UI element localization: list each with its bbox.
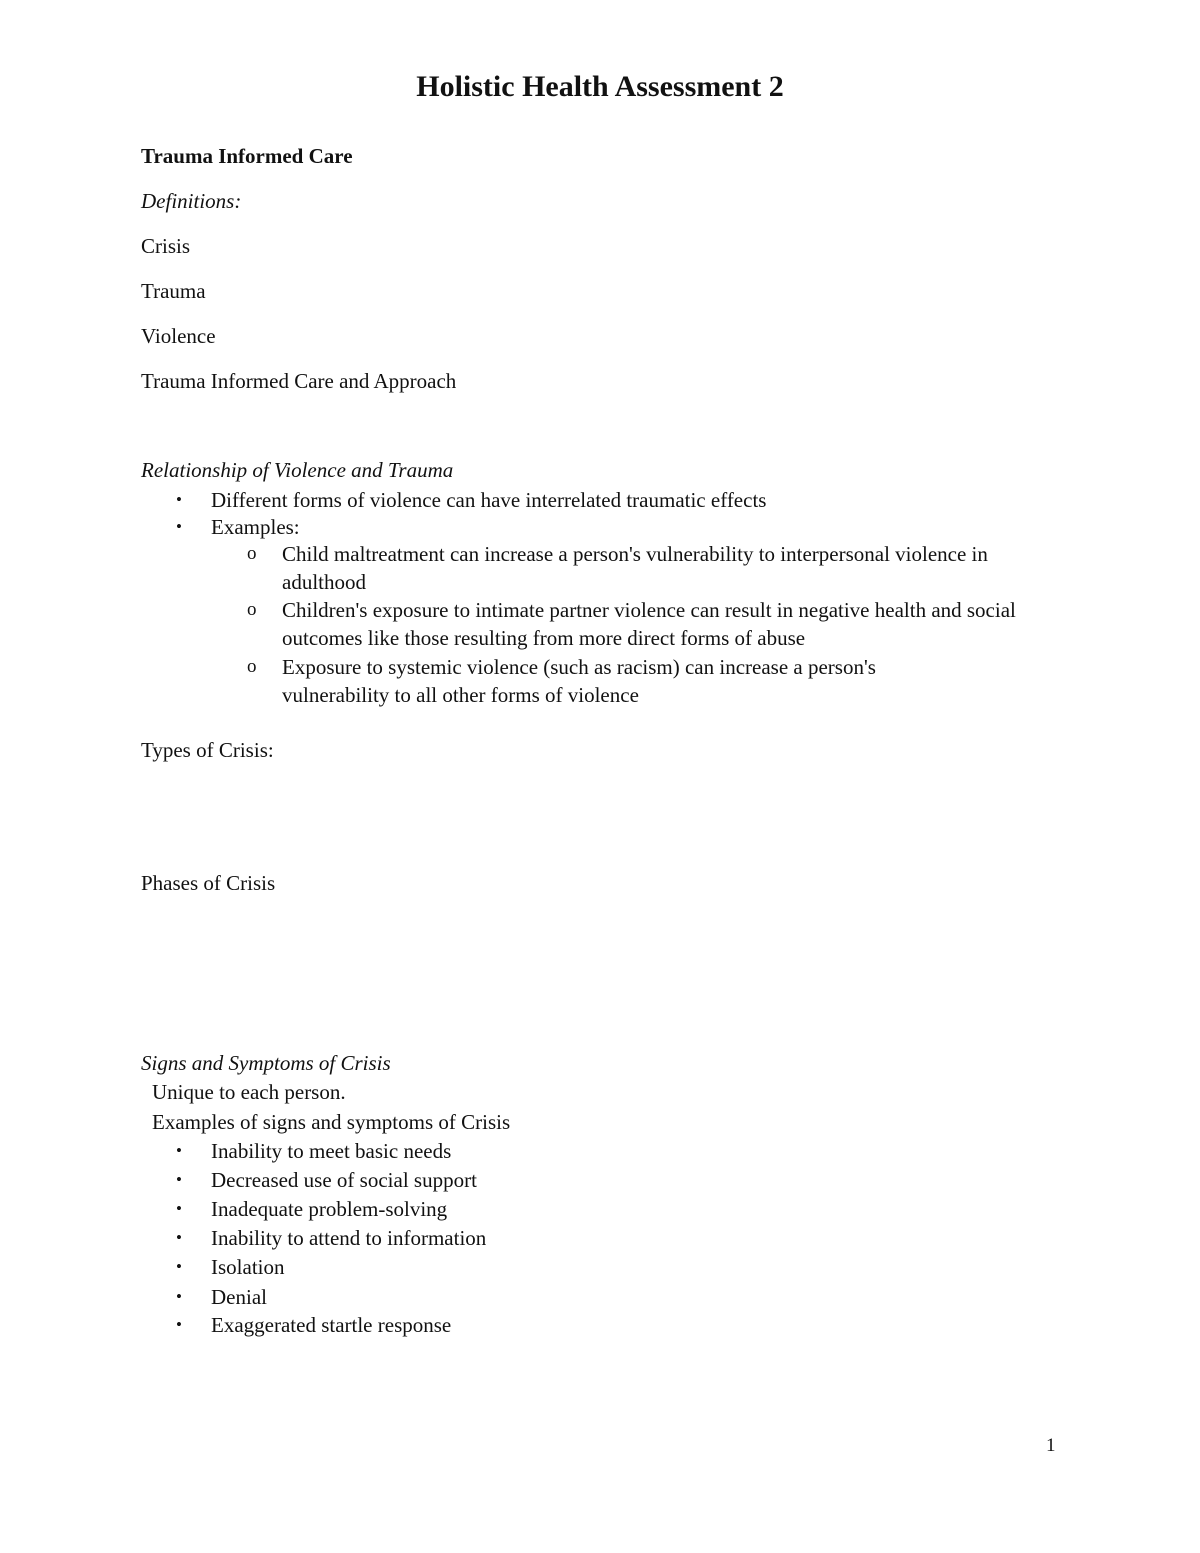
list-item: Inability to attend to information <box>211 1226 487 1250</box>
list-item: Decreased use of social support <box>211 1168 477 1192</box>
list-item: Exaggerated startle response <box>211 1313 452 1337</box>
phases-of-crisis-heading: Phases of Crisis <box>141 871 276 895</box>
bullet-icon: • <box>176 1228 182 1247</box>
bullet-icon: • <box>176 1199 182 1218</box>
list-item: Denial <box>211 1285 267 1309</box>
list-item: Different forms of violence can have interrelated traumatic effects <box>211 488 767 512</box>
bullet-icon: • <box>176 517 182 536</box>
signs-intro: Unique to each person. <box>152 1080 346 1104</box>
definition-term: Crisis <box>141 234 191 258</box>
list-item: Isolation <box>211 1255 285 1279</box>
sub-list-item: Children's exposure to intimate partner violence can result in negative health and social outcomes like those resulting from more direct forms of abuse <box>282 598 1016 650</box>
bullet-icon: • <box>176 1141 182 1160</box>
sub-bullet-icon: o <box>247 656 257 677</box>
list-item: Inability to meet basic needs <box>211 1139 452 1163</box>
section-heading: Trauma Informed Care <box>141 144 353 168</box>
bullet-icon: • <box>176 1170 182 1189</box>
list-item: Examples: <box>211 515 300 539</box>
definition-term: Trauma Informed Care and Approach <box>141 369 457 393</box>
bullet-icon: • <box>176 490 182 509</box>
sub-bullet-icon: o <box>247 543 257 564</box>
definitions-label: Definitions: <box>141 189 242 213</box>
bullet-icon: • <box>176 1287 182 1306</box>
types-of-crisis-heading: Types of Crisis: <box>141 738 274 762</box>
sub-bullet-icon: o <box>247 599 257 620</box>
sub-list-item: Child maltreatment can increase a person's vulnerability to interpersonal violence in adulthood <box>282 542 988 594</box>
list-item: Inadequate problem-solving <box>211 1197 448 1221</box>
sub-list-item: Exposure to systemic violence (such as racism) can increase a person's vulnerability to all other forms of violence <box>282 655 876 707</box>
signs-heading: Signs and Symptoms of Crisis <box>141 1051 391 1075</box>
bullet-icon: • <box>176 1257 182 1276</box>
bullet-icon: • <box>176 1315 182 1334</box>
definition-term: Violence <box>141 324 216 348</box>
relationship-heading: Relationship of Violence and Trauma <box>141 458 454 482</box>
page-number: 1 <box>1046 1435 1056 1456</box>
document-title: Holistic Health Assessment 2 <box>416 70 784 103</box>
definition-term: Trauma <box>141 279 206 303</box>
signs-intro: Examples of signs and symptoms of Crisis <box>152 1110 511 1134</box>
